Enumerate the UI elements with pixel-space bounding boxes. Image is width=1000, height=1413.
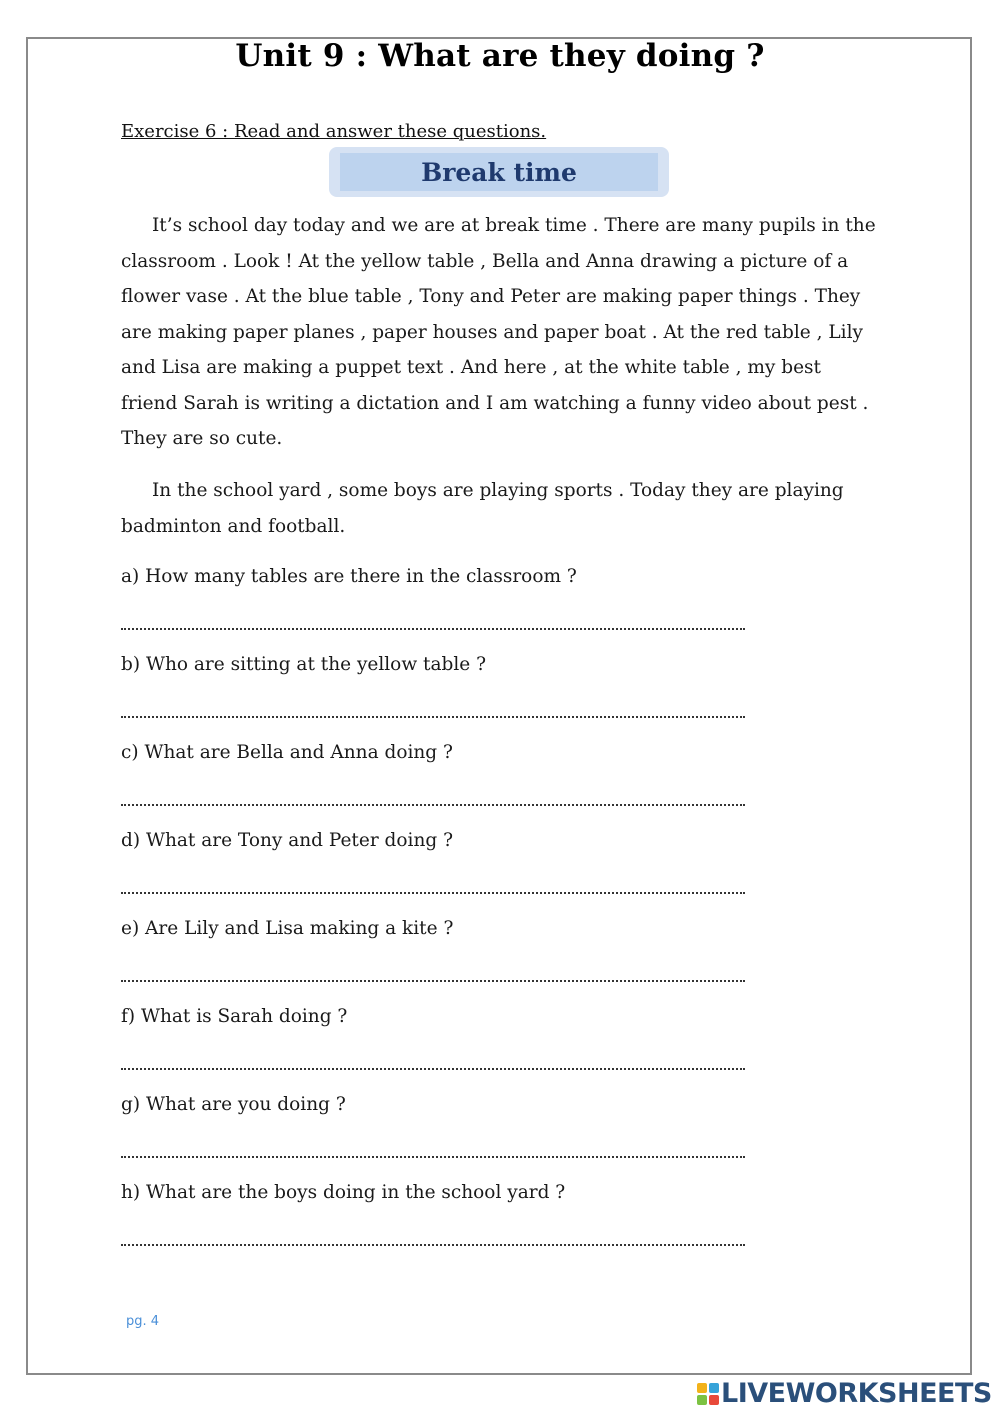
exercise-instruction: Exercise 6 : Read and answer these questions. bbox=[121, 121, 547, 142]
question-c: c) What are Bella and Anna doing ? bbox=[121, 742, 453, 763]
reading-paragraph-2: In the school yard , some boys are playing sports . Today they are playing badminton and football. bbox=[121, 480, 844, 537]
question-f: f) What is Sarah doing ? bbox=[121, 1006, 348, 1027]
answer-line-g[interactable] bbox=[121, 1156, 745, 1158]
answer-line-d[interactable] bbox=[121, 892, 745, 894]
logo-text: LIVEWORKSHEETS bbox=[721, 1378, 992, 1409]
answer-line-c[interactable] bbox=[121, 804, 745, 806]
question-h: h) What are the boys doing in the school yard ? bbox=[121, 1182, 566, 1203]
answer-line-a[interactable] bbox=[121, 628, 745, 630]
reading-paragraph-1: It’s school day today and we are at break time . There are many pupils in the classroom . Look ! At the yellow table , Bella and Anna drawing a picture of a flower vase . At the blue table , Tony and Peter are making paper things . They are making paper planes , paper houses and paper boat . At the red table , Lily and Lisa are making a puppet text . And here , at the white table , my best friend Sarah is writing a dictation and I am watching a funny video about pest . They are so cute. bbox=[121, 215, 876, 449]
logo-grid-icon bbox=[697, 1383, 719, 1405]
liveworksheets-logo[interactable] bbox=[697, 1378, 992, 1409]
answer-line-e[interactable] bbox=[121, 980, 745, 982]
question-d: d) What are Tony and Peter doing ? bbox=[121, 830, 453, 851]
answer-line-b[interactable] bbox=[121, 716, 745, 718]
reading-title-box bbox=[329, 147, 669, 197]
page-number: pg. 4 bbox=[126, 1314, 160, 1329]
question-g: g) What are you doing ? bbox=[121, 1094, 346, 1115]
answer-line-h[interactable] bbox=[121, 1244, 745, 1246]
answer-line-f[interactable] bbox=[121, 1068, 745, 1070]
page-title: Unit 9 : What are they doing ? bbox=[235, 38, 765, 74]
question-a: a) How many tables are there in the classroom ? bbox=[121, 566, 577, 587]
question-b: b) Who are sitting at the yellow table ? bbox=[121, 654, 487, 675]
question-e: e) Are Lily and Lisa making a kite ? bbox=[121, 918, 454, 939]
reading-title: Break time bbox=[340, 153, 658, 191]
